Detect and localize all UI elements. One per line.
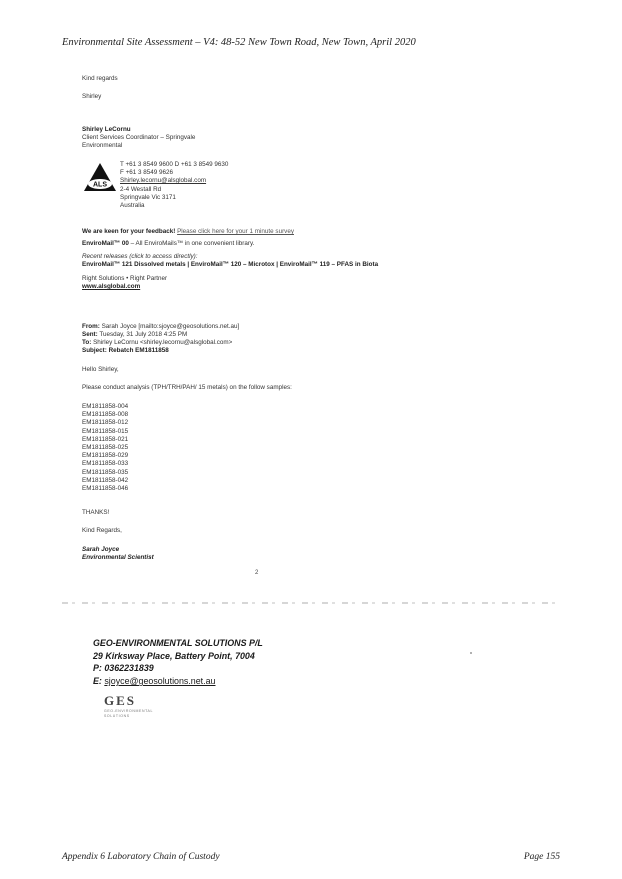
ges-email-line <box>93 675 263 688</box>
sent-line <box>82 331 187 339</box>
email-link[interactable]: Shirley.lecornu@alsglobal.com <box>120 177 207 185</box>
feedback-text: We are keen for your feedback! <box>82 228 176 235</box>
ges-logo <box>104 693 164 721</box>
ges-email-label: E: <box>93 676 105 687</box>
page-header: Environmental Site Assessment – V4: 48-52 New Town Road, New Town, April 2020 <box>62 37 416 48</box>
sample-item: EM1811858-012 <box>82 419 129 427</box>
from-line <box>82 323 239 331</box>
sent-value: Tuesday, 31 July 2018 4:25 PM <box>99 331 188 338</box>
sender-title: Environmental Scientist <box>82 554 154 561</box>
sample-item: EM1811858-004 <box>82 403 129 410</box>
footer-left: Appendix 6 Laboratory Chain of Custody <box>62 852 220 862</box>
website-link[interactable]: www.alsglobal.com <box>82 283 141 290</box>
sample-item: EM1811858-035 <box>82 468 129 476</box>
sender-name: Sarah Joyce <box>82 546 120 553</box>
address-line-3: Australia <box>120 202 145 210</box>
sample-item: EM1811858-025 <box>82 444 129 452</box>
signature-title: Client Services Coordinator – Springvale <box>82 134 196 141</box>
scan-speck <box>470 652 472 654</box>
sample-item: EM1811858-033 <box>82 460 129 468</box>
sample-item: EM1811858-015 <box>82 427 129 435</box>
als-logo-text: ALS <box>93 181 107 189</box>
sample-item: EM1811858-029 <box>82 452 129 460</box>
sample-list <box>82 403 128 493</box>
sample-item: EM1811858-042 <box>82 476 129 484</box>
ges-phone: P: 0362231839 <box>93 663 154 674</box>
sample-item: EM1811858-008 <box>82 411 129 419</box>
ges-signature <box>93 637 263 688</box>
address-line-1: 2-4 Westall Rd <box>120 185 162 193</box>
to-line <box>82 339 232 347</box>
releases-line[interactable]: EnviroMail™ 121 Dissolved metals | EnviroMail™ 120 – Microtox | EnviroMail™ 119 – PFAS in Biota <box>82 261 379 268</box>
sample-item: EM1811858-046 <box>82 485 129 493</box>
scanned-email <box>62 64 562 610</box>
survey-link[interactable]: Please click here for your 1 minute survey <box>177 228 294 235</box>
signature-dept: Environmental <box>82 142 123 149</box>
ges-email-link[interactable]: sjoyce@geosolutions.net.au <box>104 676 216 687</box>
kind-regards-line: Kind Regards, <box>82 527 122 534</box>
to-value: Shirley LeCornu <shirley.lecornu@alsglobal.com> <box>93 339 233 346</box>
tagline: Right Solutions • Right Partner <box>82 275 168 282</box>
inner-page-number: 2 <box>255 570 259 576</box>
contact-details <box>120 161 228 210</box>
subject-value: Rebatch EM1811858 <box>108 347 169 354</box>
feedback-line <box>82 228 294 236</box>
enviromail-title: EnviroMail™ 00 <box>82 240 129 247</box>
ges-company: GEO-ENVIRONMENTAL SOLUTIONS P/L <box>93 638 263 648</box>
closing-greeting: Kind regards <box>82 75 118 82</box>
hello-line: Hello Shirley, <box>82 366 119 373</box>
sample-item: EM1811858-021 <box>82 435 129 443</box>
thanks-line: THANKS! <box>82 509 110 516</box>
subject-line <box>82 347 169 355</box>
als-logo <box>83 162 117 192</box>
footer-page-number: Page 155 <box>523 852 560 862</box>
to-label: To: <box>82 339 92 346</box>
recent-releases-label: Recent releases (click to access directly): <box>82 253 198 260</box>
ges-logo-text: GES <box>104 693 137 708</box>
fax-line: F +61 3 8549 9626 <box>120 169 174 177</box>
from-value: Sarah Joyce [mailto:sjoyce@geosolutions.net.au] <box>101 323 240 330</box>
signature-name: Shirley LeCornu <box>82 126 131 133</box>
scan-artifact-divider <box>62 602 562 604</box>
enviromail-desc: – All EnviroMails™ in one convenient library. <box>128 240 255 247</box>
enviromail-line <box>82 240 254 248</box>
ges-logo-subtext: GEO-ENVIRONMENTAL SOLUTIONS <box>104 709 153 718</box>
sent-label: Sent: <box>82 331 98 338</box>
from-label: From: <box>82 323 100 330</box>
request-line: Please conduct analysis (TPH/TRH/PAH/ 15 metals) on the follow samples: <box>82 384 292 391</box>
subject-label: Subject: <box>82 347 107 354</box>
phone-line: T +61 3 8549 9600 D +61 3 8549 9630 <box>120 161 229 168</box>
address-line-2: Springvale Vic 3171 <box>120 193 176 201</box>
closing-name: Shirley <box>82 93 102 100</box>
ges-address: 29 Kirksway Place, Battery Point, 7004 <box>93 650 255 661</box>
